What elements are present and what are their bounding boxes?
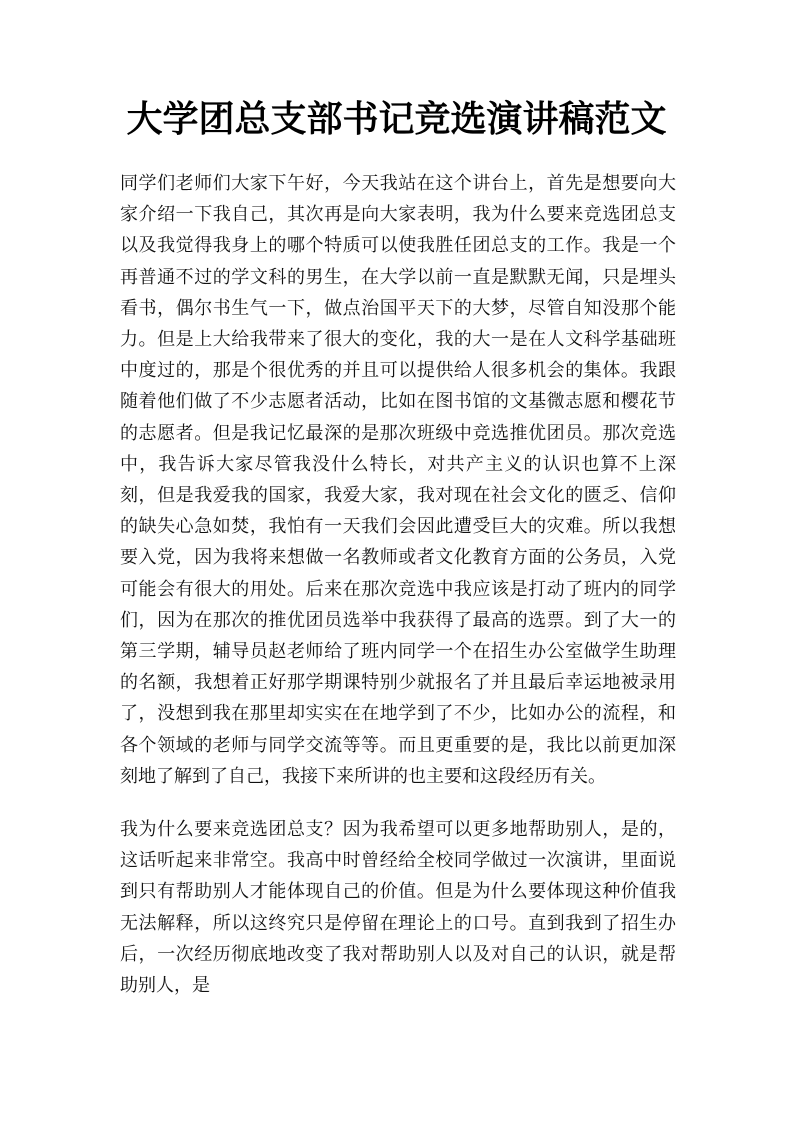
paragraph-2: 我为什么要来竞选团总支？因为我希望可以更多地帮助别人，是的，这话听起来非常空。我高中时曾经给全校同学做过一次演讲，里面说到只有帮助别人才能体现自己的价值。但是为什么要体现这种价值我无法解释，所以这终究只是停留在理论上的口号。直到我到了招生办后，一次经历彻底地改变了我对帮助别人以及对自己的认识，就是帮助别人，是 xyxy=(120,819,676,997)
document-body xyxy=(120,168,676,1023)
paragraph-1: 同学们老师们大家下午好，今天我站在这个讲台上，首先是想要向大家介绍一下我自己，其次再是向大家表明，我为什么要来竞选团总支以及我觉得我身上的哪个特质可以使我胜任团总支的工作。我是一个再普通不过的学文科的男生，在大学以前一直是默默无闻，只是埋头看书，偶尔书生气一下，做点治国平天下的大梦，尽管自知没那个能力。但是上大给我带来了很大的变化，我的大一是在人文科学基础班中度过的，那是个很优秀的并且可以提供给人很多机会的集体。我跟随着他们做了不少志愿者活动，比如在图书馆的文基微志愿和樱花节的志愿者。但是我记忆最深的是那次班级中竞选推优团员。那次竞选中，我告诉大家尽管我没什么特长，对共产主义的认识也算不上深刻，但是我爱我的国家，我爱大家，我对现在社会文化的匮乏、信仰的缺失心急如焚，我怕有一天我们会因此遭受巨大的灾难。所以我想要入党，因为我将来想做一名教师或者文化教育方面的公务员，入党可能会有很大的用处。后来在那次竞选中我应该是打动了班内的同学们，因为在那次的推优团员选举中我获得了最高的选票。到了大一的第三学期，辅导员赵老师给了班内同学一个在招生办公室做学生助理的名额，我想着正好那学期课特别少就报名了并且最后幸运地被录用了，没想到我在那里却实实在在地学到了不少，比如办公的流程，和各个领域的老师与同学交流等等。而且更重要的是，我比以前更加深刻地了解到了自己，我接下来所讲的也主要和这段经历有关。 xyxy=(120,173,676,787)
page-title: 大学团总支部书记竞选演讲稿范文 xyxy=(126,98,667,140)
